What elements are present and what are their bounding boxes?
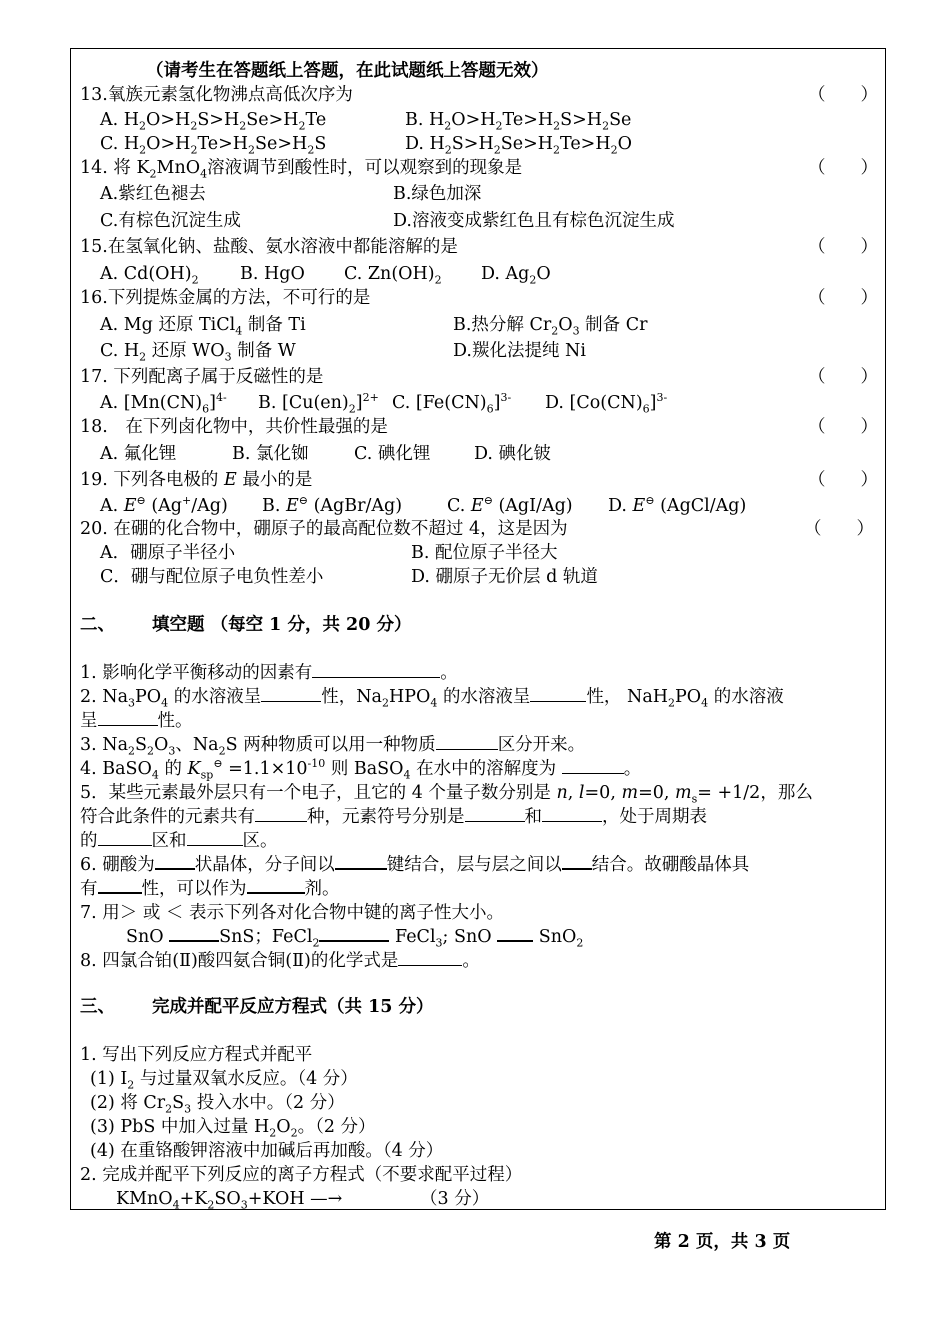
- section-3-number: 三、: [80, 997, 115, 1017]
- q20-stem: 20. 在硼的化合物中，硼原子的最高配位数不超过 4，这是因为: [80, 519, 568, 539]
- q20-option-a: A．硼原子半径小: [100, 543, 236, 563]
- q18-option-c: C. 碘化锂: [354, 444, 431, 464]
- fill-3: 3. $Na_2S_2O_3$、$Na_2S$ 两种物质可以用一种物质 区分开来。: [80, 735, 586, 758]
- q15-answer-paren: （ ）: [808, 237, 878, 257]
- page-footer: 第 2 页，共 3 页: [654, 1232, 791, 1252]
- q19-option-b: B. E⊖ (AgBr/Ag): [262, 494, 403, 516]
- fill-5-line2: 符合此条件的元素共有 种，元素符号分别是 和 ，处于周期表: [80, 807, 707, 827]
- q18-option-a: A. 氟化锂: [100, 444, 177, 464]
- fill-8: 8. 四氯合铂(Ⅱ)酸四氨合铜(Ⅱ)的化学式是 。: [80, 951, 480, 971]
- fill-7: 7. 用＞ 或 ＜ 表示下列各对化合物中键的离子性大小。: [80, 903, 504, 923]
- q20-option-b: B. 配位原子半径大: [411, 543, 558, 563]
- q17-stem: 17. 下列配离子属于反磁性的是: [80, 367, 324, 387]
- fill-4: 4. BaSO$_4$ 的 $K_{sp}^⊖ =1.1\times 10^{-10}$ 则 BaSO$_4$ 在水中的溶解度为 。: [80, 757, 642, 782]
- q17-option-b: B. $[Cu(en)_2]^{2+}$: [258, 391, 379, 416]
- q13-option-c: C. $H_2O>H_2Te>H_2Se>H_2S$: [100, 134, 327, 157]
- q20-option-d: D. 硼原子无价层 d 轨道: [411, 567, 598, 587]
- q15-option-d: D. $Ag_2O$: [481, 264, 551, 287]
- q15-option-a: A. $Cd(OH)_2$: [100, 264, 199, 287]
- reaction-1-title: 1. 写出下列反应方程式并配平: [80, 1045, 313, 1065]
- q16-stem: 16.下列提炼金属的方法，不可行的是: [80, 288, 371, 308]
- q19-stem: 19. 下列各电极的 E 最小的是: [80, 470, 313, 490]
- q17-option-a: A. $[Mn(CN)_6]^{4-}$: [100, 391, 227, 416]
- q19-option-a: A. E⊖ (Ag+/Ag): [100, 494, 228, 516]
- q14-option-b: B.绿色加深: [393, 184, 482, 204]
- q13-answer-paren: （ ）: [808, 85, 878, 105]
- reaction-1-item-2: (2) 将 $Cr_2S_3$ 投入水中。（2 分）: [90, 1093, 345, 1116]
- q16-answer-paren: （ ）: [808, 288, 878, 308]
- fill-2-line1: 2. $Na_3PO_4$ 的水溶液呈 性，$Na_2HPO_4$ 的水溶液呈 性， $NaH_2PO_4$ 的水溶液: [80, 687, 784, 710]
- reaction-2-equation: $KMnO_4+K_2SO_3+KOH$ —→: [116, 1189, 343, 1212]
- q18-answer-paren: （ ）: [808, 417, 878, 437]
- q14-stem: 14. 将 $K_2MnO_4$溶液调节到酸性时，可以观察到的现象是: [80, 158, 523, 181]
- q14-option-d: D.溶液变成紫红色且有棕色沉淀生成: [393, 211, 675, 231]
- q18-stem: 18. 在下列卤化物中，共价性最强的是: [80, 417, 388, 437]
- reaction-1-item-4: (4) 在重铬酸钾溶液中加碱后再加酸。（4 分）: [90, 1141, 444, 1161]
- q19-option-c: C. E⊖ (AgI/Ag): [447, 494, 573, 516]
- q15-option-c: C. $Zn(OH)_2$: [344, 264, 442, 287]
- fill-6-line2: 有 性，可以作为 剂。: [80, 879, 340, 899]
- q13-option-b: B. $H_2O>H_2Te>H_2S>H_2Se$: [405, 110, 632, 133]
- q13-option-d: D. $H_2S>H_2Se>H_2Te>H_2O$: [405, 134, 632, 157]
- reaction-2-score: （3 分）: [420, 1189, 490, 1209]
- q13-option-a: A. $H_2O>H_2S>H_2Se>H_2Te$: [100, 110, 327, 133]
- fill-5-line3: 的 区和 区。: [80, 831, 278, 851]
- q16-option-a: A. Mg 还原 TiCl$_4$ 制备 Ti: [100, 315, 306, 338]
- q16-option-b: B.热分解 $Cr_2O_3$ 制备 Cr: [453, 315, 648, 338]
- q17-answer-paren: （ ）: [808, 367, 878, 387]
- fill-2-line2: 呈 性。: [80, 711, 193, 731]
- q14-option-c: C.有棕色沉淀生成: [100, 211, 241, 231]
- q13-stem: 13.氧族元素氢化物沸点高低次序为: [80, 85, 353, 105]
- q18-option-b: B. 氯化铷: [232, 444, 309, 464]
- section-3-title: 完成并配平反应方程式（共 15 分）: [152, 997, 434, 1017]
- section-2-number: 二、: [80, 615, 115, 635]
- q16-option-d: D.羰化法提纯 Ni: [453, 341, 586, 361]
- reaction-2-title: 2. 完成并配平下列反应的离子方程式（不要求配平过程）: [80, 1165, 523, 1185]
- fill-7-pairs: SnO SnS；FeCl$_2$ FeCl$_3$; SnO SnO$_2$: [126, 927, 584, 950]
- q19-answer-paren: （ ）: [808, 470, 878, 490]
- q20-option-c: C．硼与配位原子电负性差小: [100, 567, 324, 587]
- q15-stem: 15.在氢氧化钠、盐酸、氨水溶液中都能溶解的是: [80, 237, 458, 257]
- q14-answer-paren: （ ）: [808, 158, 878, 178]
- q17-option-c: C. $[Fe(CN)_6]^{3-}$: [392, 391, 512, 416]
- q16-option-c: C. $H_2$ 还原 $WO_3$ 制备 W: [100, 341, 296, 364]
- fill-6-line1: 6. 硼酸为 状晶体，分子间以 键结合，层与层之间以 结合。故硼酸晶体具: [80, 855, 750, 875]
- q15-option-b: B. HgO: [240, 264, 305, 284]
- header-note: （请考生在答题纸上答题，在此试题纸上答题无效）: [146, 61, 549, 81]
- q19-option-d: D. E⊖ (AgCl/Ag): [608, 494, 747, 516]
- reaction-1-item-1: (1) $I_2$ 与过量双氧水反应。（4 分）: [90, 1069, 358, 1092]
- fill-1: 1. 影响化学平衡移动的因素有 。: [80, 663, 458, 683]
- reaction-1-item-3: (3) PbS 中加入过量 $H_2O_2$。（2 分）: [90, 1117, 376, 1140]
- fill-5-line1: 5．某些元素最外层只有一个电子，且它的 4 个量子数分别是 n, l=0, m=0, $m_s= +1/2$，那么: [80, 783, 813, 806]
- q20-answer-paren: （ ）: [804, 519, 874, 539]
- q17-option-d: D. $[Co(CN)_6]^{3-}$: [545, 391, 668, 416]
- q18-option-d: D. 碘化铍: [474, 444, 552, 464]
- section-2-title: 填空题 （每空 1 分，共 20 分）: [152, 615, 412, 635]
- q14-option-a: A.紫红色褪去: [100, 184, 206, 204]
